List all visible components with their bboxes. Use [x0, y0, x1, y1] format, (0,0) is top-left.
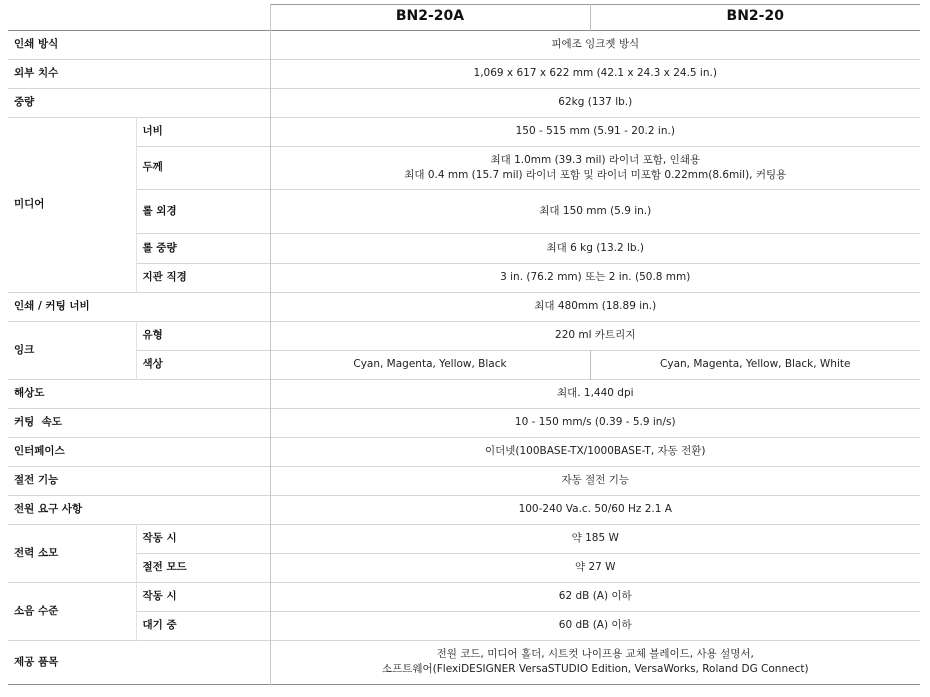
core-label: 지관 직경	[136, 263, 270, 292]
dimensions-label: 외부 치수	[14, 67, 59, 79]
row-print-cut-width	[8, 292, 920, 321]
print-method-value: 피에조 잉크젯 방식	[270, 30, 920, 59]
resolution-label: 해상도	[14, 387, 45, 399]
row-noise-standby	[8, 611, 920, 640]
row-media-roll-od	[8, 189, 920, 233]
power-req-value: 100-240 Va.c. 50/60 Hz 2.1 A	[270, 495, 920, 524]
row-media-thickness	[8, 146, 920, 189]
power-req-label: 전원 요구 사항	[14, 503, 83, 515]
power-operating-label: 작동 시	[136, 524, 270, 553]
roll-weight-value: 최대 6 kg (13.2 lb.)	[270, 233, 920, 263]
print-method-label: 인쇄 방식	[14, 38, 59, 50]
row-interface	[8, 437, 920, 466]
noise-standby-label: 대기 중	[136, 611, 270, 640]
model-b-header: BN2-20	[590, 4, 920, 30]
header-blank-2	[136, 4, 270, 30]
weight-label: 중량	[14, 96, 35, 108]
ink-type-label: 유형	[136, 321, 270, 350]
noise-operating-label: 작동 시	[136, 582, 270, 611]
weight-value: 62kg (137 lb.)	[270, 88, 920, 117]
header-blank	[8, 4, 136, 30]
ink-colors-value-b: Cyan, Magenta, Yellow, Black, White	[590, 350, 920, 379]
included-line1: 전원 코드, 미디어 홀더, 시트컷 나이프용 교체 블레이드, 사용 설명서,	[436, 648, 754, 660]
media-width-value: 150 - 515 mm (5.91 - 20.2 in.)	[270, 117, 920, 146]
media-thickness-label: 두께	[136, 146, 270, 189]
row-weight	[8, 88, 920, 117]
row-power-operating	[8, 524, 920, 553]
row-cut-speed	[8, 408, 920, 437]
ink-colors-value-a: Cyan, Magenta, Yellow, Black	[270, 350, 590, 379]
interface-label: 인터페이스	[14, 445, 65, 457]
power-save-label: 절전 기능	[14, 474, 59, 486]
power-save-value: 자동 절전 기능	[270, 466, 920, 495]
cut-speed-label: 커팅 속도	[14, 416, 62, 428]
print-cut-width-value: 최대 480mm (18.89 in.)	[270, 292, 920, 321]
print-cut-width-label: 인쇄 / 커팅 너비	[14, 300, 90, 312]
power-operating-value: 약 185 W	[270, 524, 920, 553]
roll-weight-label: 롤 중량	[136, 233, 270, 263]
row-power-save	[8, 466, 920, 495]
row-dimensions	[8, 59, 920, 88]
row-resolution	[8, 379, 920, 408]
core-value: 3 in. (76.2 mm) 또는 2 in. (50.8 mm)	[270, 263, 920, 292]
noise-label: 소음 수준	[14, 604, 59, 617]
ink-type-value: 220 ml 카트리지	[270, 321, 920, 350]
noise-standby-value: 60 dB (A) 이하	[270, 611, 920, 640]
spec-table	[8, 4, 920, 685]
roll-od-label: 롤 외경	[136, 189, 270, 233]
media-thickness-line2: 최대 0.4 mm (15.7 mil) 라이너 포함 및 라이너 미포함 0.22mm(8.6mil), 커팅용	[404, 168, 787, 181]
row-power-sleep	[8, 553, 920, 582]
row-media-roll-weight	[8, 233, 920, 263]
cut-speed-value: 10 - 150 mm/s (0.39 - 5.9 in/s)	[270, 408, 920, 437]
media-width-label: 너비	[136, 117, 270, 146]
power-sleep-value: 약 27 W	[270, 553, 920, 582]
row-print-method	[8, 30, 920, 59]
row-ink-colors	[8, 350, 920, 379]
resolution-value: 최대. 1,440 dpi	[270, 379, 920, 408]
included-value	[270, 640, 920, 684]
ink-colors-label: 색상	[136, 350, 270, 379]
power-consumption-label: 전력 소모	[14, 546, 59, 559]
included-label: 제공 품목	[14, 655, 59, 668]
row-ink-type	[8, 321, 920, 350]
row-media-width	[8, 117, 920, 146]
media-thickness-line1: 최대 1.0mm (39.3 mil) 라이너 포함, 인쇄용	[490, 153, 701, 166]
interface-value: 이더넷(100BASE-TX/1000BASE-T, 자동 전환)	[270, 437, 920, 466]
ink-label: 잉크	[14, 343, 35, 356]
media-thickness-value	[270, 146, 920, 189]
roll-od-value: 최대 150 mm (5.9 in.)	[270, 189, 920, 233]
row-included	[8, 640, 920, 684]
media-label: 미디어	[14, 198, 45, 210]
row-power-req	[8, 495, 920, 524]
power-sleep-label: 절전 모드	[136, 553, 270, 582]
model-a-header: BN2-20A	[270, 4, 590, 30]
row-media-core	[8, 263, 920, 292]
row-noise-operating	[8, 582, 920, 611]
included-line2: 소프트웨어(FlexiDESIGNER VersaSTUDIO Edition, VersaWorks, Roland DG Connect)	[381, 663, 809, 675]
dimensions-value: 1,069 x 617 x 622 mm (42.1 x 24.3 x 24.5 in.)	[270, 59, 920, 88]
header-row	[8, 4, 920, 30]
noise-operating-value: 62 dB (A) 이하	[270, 582, 920, 611]
